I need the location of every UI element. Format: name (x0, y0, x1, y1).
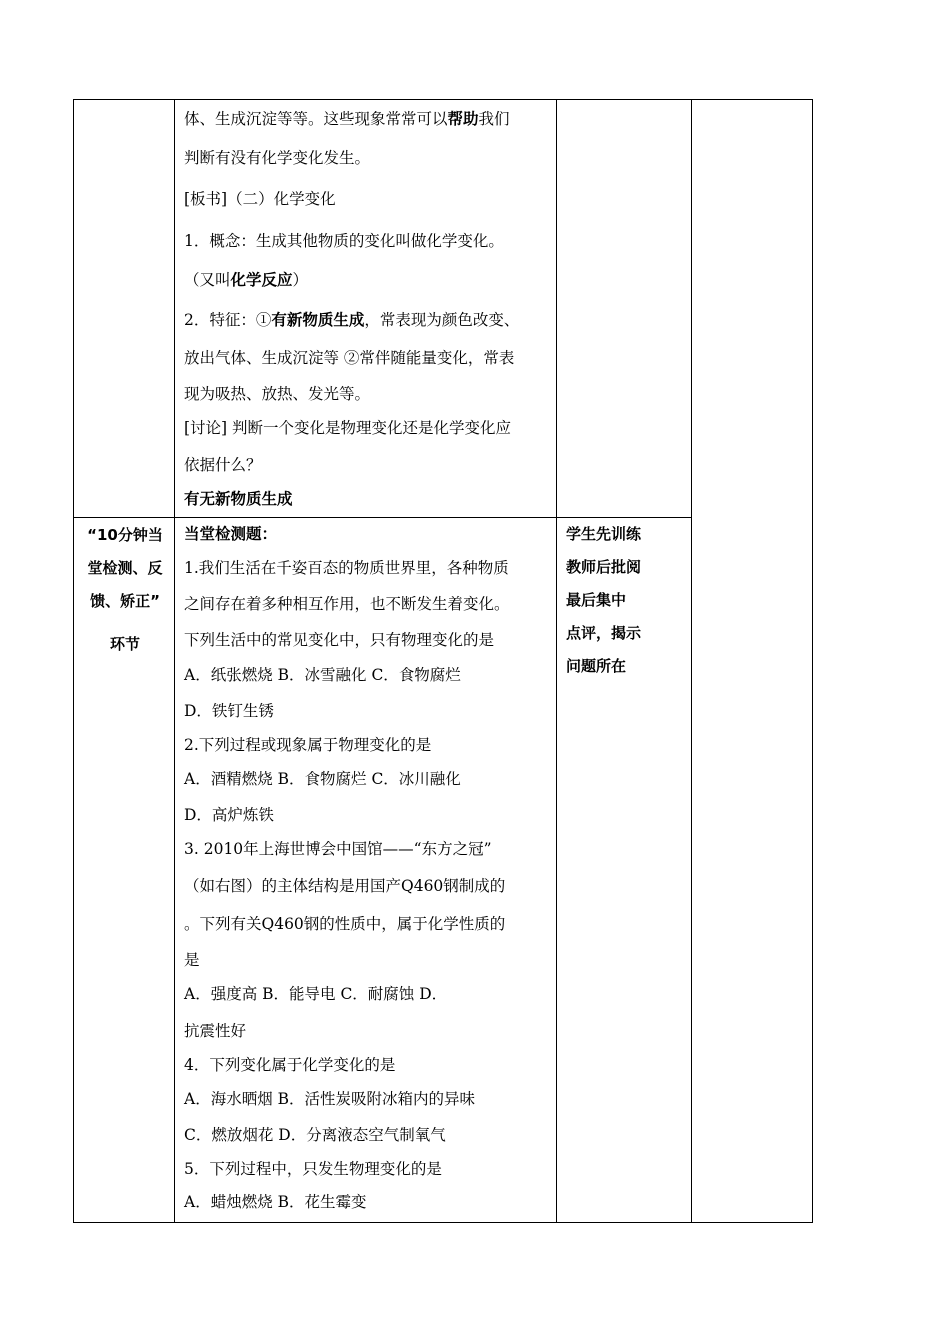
quiz-line (184, 984, 447, 1004)
content-line (184, 348, 514, 368)
text-run: 1．概念：生成其他物质的变化叫做化学变化。 (184, 232, 504, 250)
text-run: 之间存在着多种相互作用，也不断发生着变化。 (184, 595, 510, 613)
quiz-line (184, 914, 505, 934)
text-run: 抗震性好 (184, 1022, 247, 1040)
emphasis-text: 当堂检测题： (184, 525, 278, 543)
stage-label-line: 堂检测、反 (87, 559, 163, 577)
quiz-line (184, 735, 431, 755)
quiz-line (184, 1089, 475, 1109)
content-line (184, 109, 510, 129)
quiz-line (184, 594, 510, 614)
text-run: （如右图）的主体结构是用国产Q460钢制成的 (184, 877, 506, 895)
content-line (184, 148, 370, 168)
text-run: 现为吸热、放热、发光等。 (184, 385, 371, 403)
quiz-line (184, 1125, 446, 1145)
quiz-line (184, 1159, 442, 1179)
stage-label-line: “10分钟当 (87, 526, 163, 544)
text-run: 依据什么？ (184, 456, 262, 474)
text-run: 。下列有关Q460钢的性质中，属于化学性质的 (184, 915, 506, 933)
quiz-line (184, 630, 494, 650)
quiz-line (184, 1055, 395, 1075)
text-run: 下列生活中的常见变化中，只有物理变化的是 (184, 631, 495, 649)
quiz-line (184, 524, 277, 544)
stage-label-line: 环节 (109, 635, 140, 653)
content-line (184, 418, 511, 438)
text-run: 放出气体、生成沉淀等 ②常伴随能量变化，常表 (184, 349, 515, 367)
content-line (184, 489, 293, 509)
method-note-line: 最后集中 (566, 591, 627, 609)
method-note-line: 学生先训练 (566, 525, 642, 543)
text-run: ，常表现为颜色改变、 (364, 311, 520, 329)
text-run: 5．下列过程中，只发生物理变化的是 (184, 1160, 442, 1178)
table-col-divider-3 (691, 99, 692, 1223)
emphasis-text: 有无新物质生成 (184, 490, 293, 508)
emphasis-text: 化学反应 (230, 271, 293, 289)
text-run: 是 (184, 951, 200, 969)
text-run: 2.下列过程或现象属于物理变化的是 (184, 736, 432, 754)
quiz-line (184, 1021, 246, 1041)
table-left-border (73, 99, 74, 1223)
text-run: 2．特征：① (184, 311, 272, 329)
text-run: [讨论] 判断一个变化是物理变化还是化学变化应 (184, 419, 512, 437)
text-run: A．蜡烛燃烧 B．花生霉变 (184, 1193, 367, 1211)
text-run: A．海水晒烟 B．活性炭吸附冰箱内的异味 (184, 1090, 476, 1108)
text-run: C．燃放烟花 D．分离液态空气制氧气 (184, 1126, 446, 1144)
text-run: 我们 (478, 110, 510, 128)
text-run: A．纸张燃烧 B．冰雪融化 C．食物腐烂 (184, 666, 461, 684)
table-col-divider-1 (174, 99, 175, 1223)
table-bottom-border (73, 1222, 813, 1223)
quiz-line (184, 769, 461, 789)
table-top-border (73, 99, 813, 100)
text-run: 体、生成沉淀等等。这些现象常常可以 (184, 110, 448, 128)
quiz-line (184, 701, 274, 721)
quiz-line (184, 839, 492, 859)
content-line (184, 384, 370, 404)
quiz-line (184, 558, 509, 578)
table-right-border (812, 99, 813, 1223)
text-run: 判断有没有化学变化发生。 (184, 149, 371, 167)
quiz-line (184, 1192, 367, 1212)
emphasis-text: 有新物质生成 (271, 311, 365, 329)
content-line (184, 310, 519, 330)
text-run: A．强度高 B．能导电 C．耐腐蚀 D． (184, 985, 448, 1003)
content-line (184, 455, 262, 475)
text-run: 3. 2010年上海世博会中国馆——“东方之冠” (184, 840, 492, 858)
table-row-divider (73, 517, 692, 518)
text-run: （又叫 (184, 271, 231, 289)
text-run: D．高炉炼铁 (184, 806, 274, 824)
text-run: A．酒精燃烧 B．食物腐烂 C．冰川融化 (184, 770, 461, 788)
method-note-line: 问题所在 (566, 657, 627, 675)
text-run: 1.我们生活在千姿百态的物质世界里，各种物质 (184, 559, 509, 577)
method-note-line: 点评，揭示 (566, 624, 642, 642)
stage-label-line: 馈、矫正” (90, 592, 160, 610)
text-run: 4．下列变化属于化学变化的是 (184, 1056, 396, 1074)
quiz-line (184, 665, 461, 685)
quiz-line (184, 876, 505, 896)
quiz-line (184, 950, 200, 970)
content-line (184, 231, 504, 251)
method-note-line: 教师后批阅 (566, 558, 642, 576)
content-line (184, 270, 308, 290)
emphasis-text: 帮助 (447, 110, 479, 128)
quiz-line (184, 805, 274, 825)
text-run: [板书]（二）化学变化 (184, 190, 336, 208)
table-col-divider-2 (556, 99, 557, 1223)
text-run: D．铁钉生锈 (184, 702, 274, 720)
text-run: ） (292, 271, 309, 289)
content-line (184, 189, 336, 209)
